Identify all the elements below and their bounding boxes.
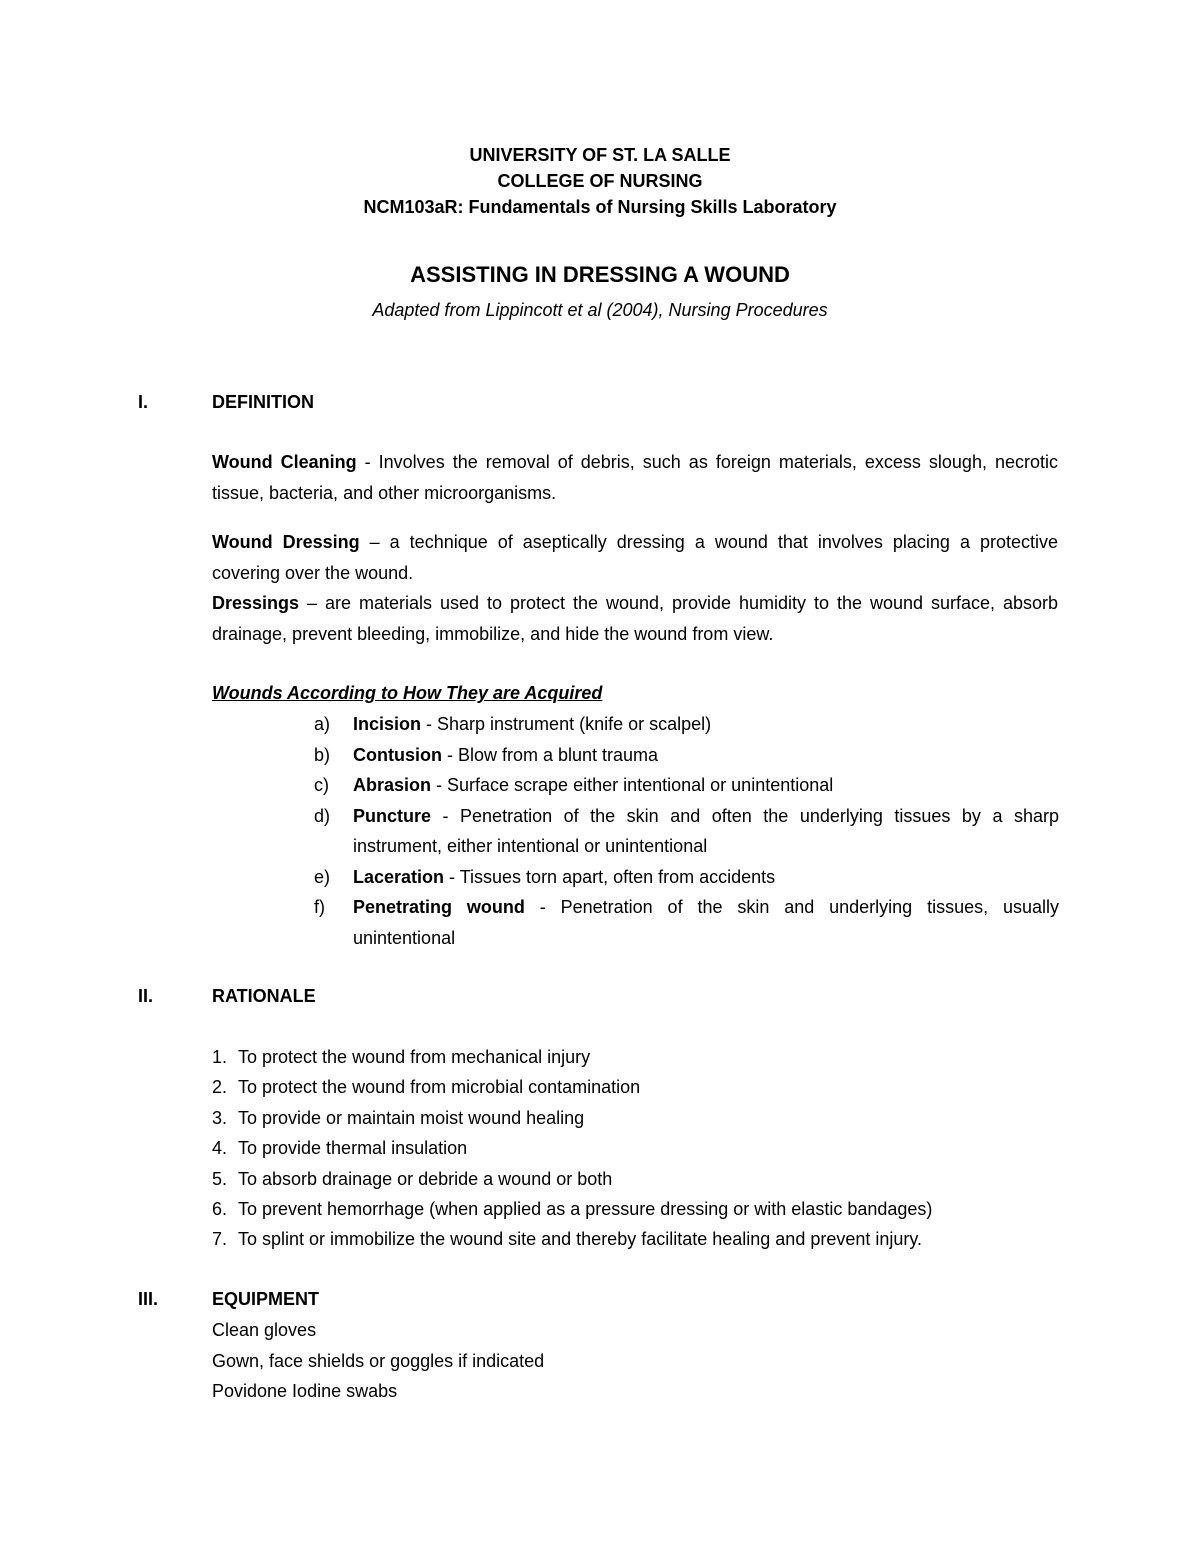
list-item [212, 1103, 1058, 1133]
equipment-list [212, 1315, 544, 1407]
list-item: Povidone Iodine swabs [212, 1381, 398, 1401]
university-name: UNIVERSITY OF ST. LA SALLE [469, 145, 731, 165]
list-item [212, 1194, 1058, 1224]
section-number-rationale: II. [138, 986, 154, 1006]
section-heading-rationale: RATIONALE [212, 986, 316, 1006]
list-item [314, 770, 1059, 801]
wound-term: Incision [353, 714, 422, 734]
list-marker: f) [314, 897, 325, 917]
list-marker: c) [314, 775, 329, 795]
dressings-text: – are materials used to protect the wound, provide humidity to the wound surface, absorb drainage, prevent bleeding, immobilize, and hide the wound from view. [212, 593, 1058, 644]
rationale-text: To protect the wound from microbial contamination [238, 1077, 641, 1098]
rationale-text: To prevent hemorrhage (when applied as a pressure dressing or with elastic bandages) [238, 1199, 933, 1220]
list-item: Clean gloves [212, 1320, 317, 1340]
wound-cleaning-definition [212, 447, 1058, 509]
dressings-term: Dressings [212, 593, 300, 613]
list-item [314, 740, 1059, 771]
rationale-text: To protect the wound from mechanical injury [238, 1047, 591, 1067]
wound-types-list [314, 709, 1059, 953]
rationale-text: To splint or immobilize the wound site and thereby facilitate healing and prevent injury. [238, 1229, 923, 1250]
document-title: ASSISTING IN DRESSING A WOUND [410, 262, 790, 287]
rationale-list [212, 1042, 1058, 1255]
course-title: NCM103aR: Fundamentals of Nursing Skills Laboratory [363, 197, 837, 217]
wound-term: Penetrating wound [353, 897, 525, 917]
wound-term: Contusion [353, 744, 442, 765]
wound-term: Abrasion [353, 775, 432, 795]
wound-description: - Surface scrape either intentional or unintentional [431, 775, 834, 795]
wound-term: Puncture [353, 805, 432, 826]
wound-term: Laceration [353, 866, 445, 887]
list-marker: d) [314, 805, 331, 826]
wound-description: - Tissues torn apart, often from accidents [444, 866, 776, 887]
wound-dressing-definition [212, 527, 1058, 589]
list-marker: 2. [212, 1077, 228, 1098]
wound-description: - Sharp instrument (knife or scalpel) [421, 714, 712, 734]
wound-dressing-text: – a technique of aseptically dressing a wound that involves placing a protective covering over the wound. [212, 532, 1058, 583]
list-item [212, 1164, 1058, 1194]
rationale-text: To absorb drainage or debride a wound or both [238, 1168, 613, 1189]
list-item [314, 892, 1059, 953]
list-item [314, 709, 1059, 740]
document-header [0, 142, 1200, 220]
list-marker: 1. [212, 1047, 228, 1067]
list-item: Gown, face shields or goggles if indicated [212, 1350, 545, 1371]
document-subtitle: Adapted from Lippincott et al (2004), Nursing Procedures [372, 300, 828, 320]
dressings-definition [212, 588, 1058, 650]
wound-description: - Penetration of the skin and often the underlying tissues by a sharp instrument, either intentional or unintentional [353, 805, 1059, 856]
list-marker: 4. [212, 1138, 228, 1159]
list-item [212, 1072, 1058, 1102]
wound-cleaning-text: - Involves the removal of debris, such as foreign materials, excess slough, necrotic tissue, bacteria, and other microorganisms. [212, 452, 1058, 503]
list-marker: 7. [212, 1229, 228, 1250]
wound-description: - Blow from a blunt trauma [441, 744, 659, 765]
college-name: COLLEGE OF NURSING [497, 171, 703, 191]
list-item [212, 1224, 1058, 1254]
section-number-definition: I. [138, 392, 149, 412]
list-marker: a) [314, 714, 331, 734]
section-heading-definition: DEFINITION [212, 392, 314, 412]
list-marker: e) [314, 866, 331, 887]
list-marker: 6. [212, 1199, 228, 1220]
list-item [314, 801, 1059, 862]
list-marker: 5. [212, 1168, 228, 1189]
list-item [212, 1133, 1058, 1163]
list-marker: b) [314, 744, 331, 765]
wounds-subheading: Wounds According to How They are Acquired [212, 683, 603, 703]
section-heading-equipment: EQUIPMENT [212, 1289, 320, 1309]
wound-description: - Penetration of the skin and underlying tissues, usually unintentional [353, 897, 1059, 948]
list-item [314, 862, 1059, 893]
rationale-text: To provide or maintain moist wound healing [238, 1107, 585, 1128]
wound-cleaning-term: Wound Cleaning [212, 452, 357, 472]
list-item [212, 1042, 1058, 1072]
list-marker: 3. [212, 1107, 228, 1128]
section-number-equipment: III. [138, 1289, 159, 1309]
rationale-text: To provide thermal insulation [238, 1138, 468, 1159]
wound-dressing-term: Wound Dressing [212, 532, 360, 552]
